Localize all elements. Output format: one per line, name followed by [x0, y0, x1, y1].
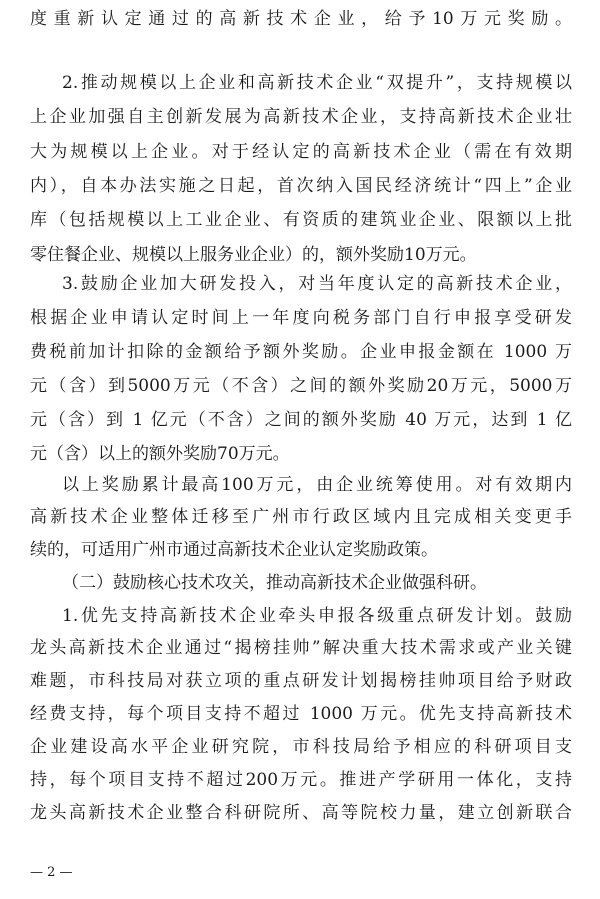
text-line: 龙头高新技术企业通过“揭榜挂帅”解决重大技术需求或产业关键: [30, 638, 572, 658]
section-heading: （二）鼓励核心技术攻关，推动高新技术企业做强科研。: [62, 573, 487, 593]
text-line: 企业建设高水平企业研究院，市科技局给予相应的科研项目支: [30, 737, 572, 757]
text-line: 龙头高新技术企业整合科研院所、高等院校力量，建立创新联合: [30, 803, 572, 823]
text-line: 续的，可适用广州市通过高新技术企业认定奖励政策。: [30, 540, 438, 560]
text-line: 元（含）到 1 亿元（不含）之间的额外奖励 40 万元，达到 1 亿: [30, 410, 572, 430]
text-line: 持，每个项目支持不超过200万元。推进产学研用一体化，支持: [30, 770, 572, 790]
text-line: 费税前加计扣除的金额给予额外奖励。企业申报金额在 1000 万: [30, 342, 572, 362]
text-line: 元（含）以上的额外奖励70万元。: [30, 444, 290, 464]
text-line: 根据企业申请认定时间上一年度向税务部门自行申报享受研发: [30, 308, 572, 328]
text-line: 零住餐企业、规模以上服务业企业）的，额外奖励10万元。: [30, 245, 477, 265]
text-line: 内），自本办法实施之日起，首次纳入国民经济统计“四上”企业: [30, 176, 572, 196]
text-line: 1.优先支持高新技术企业牵头申报各级重点研发计划。鼓励: [62, 606, 572, 626]
text-line: 度重新认定通过的高新技术企业，给予10万元奖励。: [30, 9, 572, 29]
text-line: 大为规模以上企业。对于经认定的高新技术企业（需在有效期: [30, 142, 572, 162]
text-line: 元（含）到5000万元（不含）之间的额外奖励20万元，5000万: [30, 376, 572, 396]
text-line: 高新技术企业整体迁移至广州市行政区域内且完成相关变更手: [30, 507, 572, 527]
text-line: 3.鼓励企业加大研发投入，对当年度认定的高新技术企业，: [62, 274, 572, 294]
text-line: 上企业加强自主创新发展为高新技术企业，支持高新技术企业壮: [30, 107, 572, 127]
text-line: 经费支持，每个项目支持不超过 1000 万元。优先支持高新技术: [30, 704, 572, 724]
text-line: 难题，市科技局对获立项的重点研发计划揭榜挂帅项目给予财政: [30, 671, 572, 691]
page-number: — 2 —: [30, 865, 73, 880]
text-line: 库（包括规模以上工业企业、有资质的建筑业企业、限额以上批: [30, 210, 572, 230]
text-line: 2.推动规模以上企业和高新技术企业“双提升”，支持规模以: [62, 73, 572, 93]
text-line: 以上奖励累计最高100万元，由企业统筹使用。对有效期内: [62, 475, 572, 495]
